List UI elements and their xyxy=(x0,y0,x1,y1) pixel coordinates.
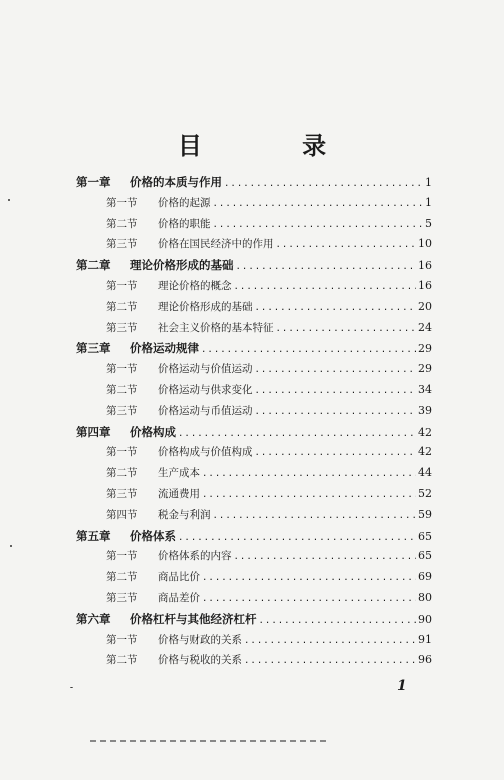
dot-leader xyxy=(255,407,417,417)
toc-section-entry xyxy=(106,569,432,589)
dot-leader xyxy=(276,240,417,250)
entry-number: 第六章 xyxy=(76,611,111,626)
entry-page-number: 10 xyxy=(418,237,432,251)
entry-page-number: 65 xyxy=(418,549,432,563)
toc-section-entry xyxy=(106,382,432,402)
toc-section-entry xyxy=(106,507,432,527)
entry-page-number: 1 xyxy=(425,176,432,189)
scan-edge-line xyxy=(90,740,326,742)
dot-leader xyxy=(202,573,416,583)
entry-page-number: 5 xyxy=(425,216,432,230)
entry-page-number: 59 xyxy=(418,507,432,521)
entry-number: 第一节 xyxy=(106,280,138,292)
entry-number: 第一节 xyxy=(106,633,138,646)
dot-leader xyxy=(244,656,416,666)
dot-leader xyxy=(201,345,416,355)
entry-page-number: 44 xyxy=(418,466,432,480)
entry-number: 第三节 xyxy=(106,321,138,334)
toc-chapter-entry xyxy=(76,257,432,277)
dot-leader xyxy=(234,282,417,292)
toc-section-entry xyxy=(106,590,432,610)
dot-leader xyxy=(276,324,417,334)
entry-page-number: 96 xyxy=(418,653,432,667)
entry-title: 商品差价 xyxy=(158,592,200,604)
entry-page-number: 65 xyxy=(418,529,432,543)
entry-page-number: 80 xyxy=(418,591,432,604)
entry-title: 价格杠杆与其他经济杠杆 xyxy=(130,611,257,626)
entry-title: 价格运动与价值运动 xyxy=(158,363,253,376)
entry-page-number: 90 xyxy=(418,612,432,626)
entry-title: 价格体系的内容 xyxy=(158,550,232,563)
entry-page-number: 16 xyxy=(418,279,432,292)
page-number: 1 xyxy=(397,678,407,694)
entry-number: 第一节 xyxy=(106,196,138,209)
entry-number: 第一节 xyxy=(106,550,138,563)
entry-title: 价格运动与币值运动 xyxy=(158,404,253,417)
entry-title: 商品比价 xyxy=(158,571,200,584)
dot-leader xyxy=(255,448,417,458)
toc-section-entry xyxy=(106,652,432,672)
toc-section-entry xyxy=(106,299,432,319)
entry-title: 价格运动规律 xyxy=(130,341,199,356)
entry-number: 第一节 xyxy=(106,446,138,459)
toc-chapter-entry xyxy=(76,528,432,548)
dot-leader xyxy=(259,616,417,626)
entry-page-number: 42 xyxy=(418,425,432,439)
dot-leader xyxy=(202,594,416,604)
entry-number: 第五章 xyxy=(76,528,111,543)
entry-page-number: 1 xyxy=(425,195,432,209)
toc-chapter-entry xyxy=(76,340,432,360)
toc-section-entry xyxy=(106,548,432,568)
toc-section-entry xyxy=(106,320,432,340)
entry-page-number: 16 xyxy=(418,259,432,273)
dot-leader xyxy=(178,533,416,543)
toc-section-entry xyxy=(106,216,432,236)
toc-section-entry xyxy=(106,465,432,485)
entry-number: 第三节 xyxy=(106,592,138,604)
entry-number: 第三节 xyxy=(106,404,138,417)
toc-section-entry xyxy=(106,195,432,215)
entry-number: 第二节 xyxy=(106,654,138,667)
toc-section-entry xyxy=(106,361,432,381)
toc-chapter-entry xyxy=(76,424,432,444)
entry-title: 价格体系 xyxy=(130,528,176,543)
entry-title: 理论价格形成的基础 xyxy=(130,258,234,273)
entry-number: 第二章 xyxy=(76,258,111,273)
entry-number: 第二节 xyxy=(106,300,138,313)
entry-number: 第四章 xyxy=(76,424,111,439)
entry-title: 流通费用 xyxy=(158,488,200,500)
toc-section-entry xyxy=(106,486,432,506)
entry-number: 第一节 xyxy=(106,363,138,376)
scan-speck xyxy=(70,687,73,688)
dot-leader xyxy=(202,490,416,500)
entry-page-number: 42 xyxy=(418,445,432,459)
entry-number: 第三章 xyxy=(76,341,111,356)
entry-page-number: 34 xyxy=(418,383,432,396)
entry-number: 第四节 xyxy=(106,508,138,521)
entry-number: 第二节 xyxy=(106,467,138,480)
scan-speck xyxy=(10,545,12,547)
page-title: 目 录 xyxy=(177,132,373,160)
entry-page-number: 29 xyxy=(418,362,432,376)
entry-title: 生产成本 xyxy=(158,467,200,480)
toc-section-entry xyxy=(106,632,432,652)
dot-leader xyxy=(255,386,417,396)
scan-speck xyxy=(8,199,10,201)
entry-title: 价格构成与价值构成 xyxy=(158,446,253,459)
dot-leader xyxy=(178,429,416,439)
dot-leader xyxy=(255,365,417,375)
entry-title: 价格与财政的关系 xyxy=(158,633,242,646)
toc-section-entry xyxy=(106,444,432,464)
entry-number: 第二节 xyxy=(106,217,138,230)
toc-chapter-entry xyxy=(76,174,432,194)
dot-leader xyxy=(202,469,416,479)
dot-leader xyxy=(213,199,424,209)
dot-leader xyxy=(224,179,423,189)
entry-title: 价格与税收的关系 xyxy=(158,654,242,667)
toc-section-entry xyxy=(106,278,432,298)
toc-section-entry xyxy=(106,403,432,423)
entry-number: 第三节 xyxy=(106,488,138,500)
entry-number: 第二节 xyxy=(106,571,138,584)
entry-title: 理论价格的概念 xyxy=(158,280,232,292)
toc-section-entry xyxy=(106,236,432,256)
dot-leader xyxy=(234,552,417,562)
dot-leader xyxy=(236,262,417,272)
entry-title: 价格在国民经济中的作用 xyxy=(158,238,274,251)
entry-page-number: 69 xyxy=(418,570,432,584)
entry-title: 理论价格形成的基础 xyxy=(158,300,253,313)
entry-number: 第二节 xyxy=(106,384,138,396)
entry-title: 社会主义价格的基本特征 xyxy=(158,321,274,334)
entry-page-number: 20 xyxy=(418,299,432,313)
dot-leader xyxy=(213,220,424,230)
entry-title: 税金与利润 xyxy=(158,508,211,521)
entry-page-number: 29 xyxy=(418,342,432,356)
entry-page-number: 52 xyxy=(418,487,432,500)
entry-page-number: 91 xyxy=(418,632,432,646)
entry-title: 价格的职能 xyxy=(158,217,211,230)
entry-title: 价格运动与供求变化 xyxy=(158,384,253,396)
dot-leader xyxy=(244,636,416,646)
toc-chapter-entry xyxy=(76,611,432,631)
entry-title: 价格构成 xyxy=(130,424,176,439)
dot-leader xyxy=(255,303,417,313)
entry-number: 第三节 xyxy=(106,238,138,251)
entry-page-number: 39 xyxy=(418,403,432,417)
entry-number: 第一章 xyxy=(76,175,111,189)
dot-leader xyxy=(213,511,417,521)
entry-title: 价格的本质与作用 xyxy=(130,175,222,189)
entry-page-number: 24 xyxy=(418,320,432,334)
entry-title: 价格的起源 xyxy=(158,196,211,209)
